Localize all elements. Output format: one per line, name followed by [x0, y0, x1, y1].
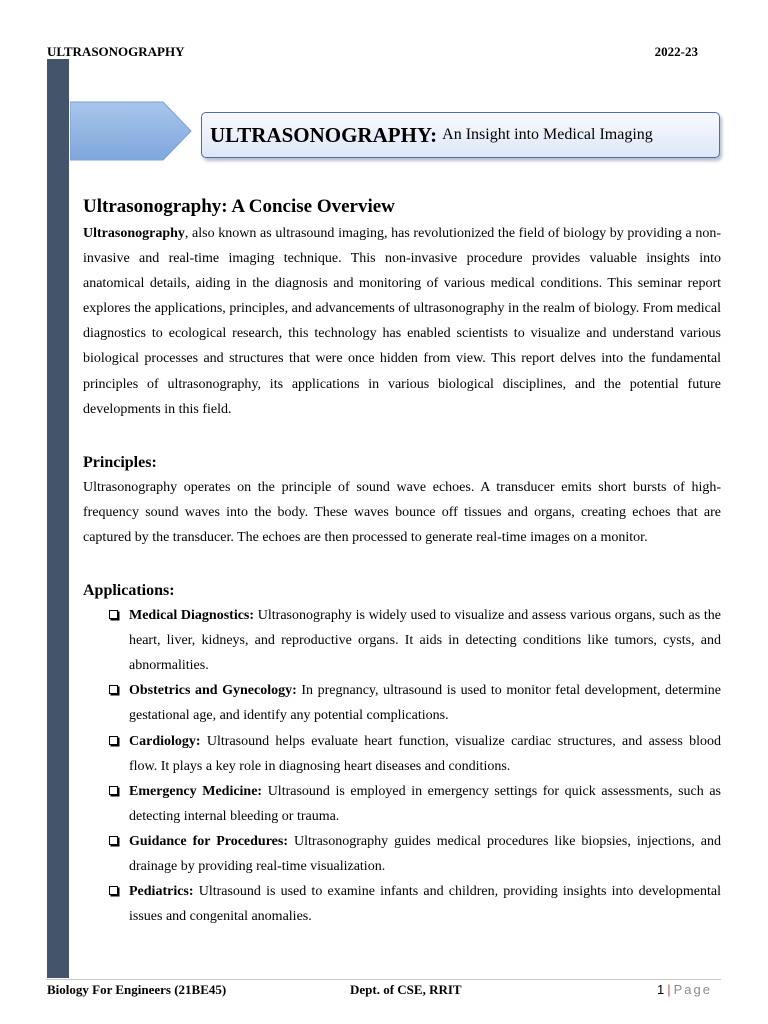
- footer-divider: [47, 979, 721, 980]
- footer-course: Biology For Engineers (21BE45): [47, 982, 227, 997]
- list-item-term: Cardiology:: [129, 733, 201, 749]
- title-banner: [201, 112, 720, 158]
- title-subtitle: An Insight into Medical Imaging: [442, 126, 653, 143]
- page-separator: |: [667, 982, 671, 997]
- header-title: ULTRASONOGRAPHY: [47, 44, 185, 59]
- list-item: [83, 829, 721, 879]
- list-item-text: In pregnancy, ultrasound is used to monitor fetal development, determine gestational age, and identify any potential complications.: [129, 683, 722, 724]
- list-item: [83, 879, 721, 929]
- checkbox-bullet-icon: [109, 610, 118, 619]
- applications-heading: Applications:: [83, 582, 175, 600]
- checkbox-bullet-icon: [109, 836, 118, 845]
- list-item-text: Ultrasound is employed in emergency settings for quick assessments, such as detecting internal bleeding or trauma.: [129, 783, 722, 824]
- main-content: [83, 193, 721, 929]
- list-item: [83, 603, 721, 678]
- checkbox-bullet-icon: [109, 886, 118, 895]
- overview-lead-term: Ultrasonography: [83, 226, 185, 241]
- arrow-banner-icon: [70, 101, 192, 161]
- header-year: 2022-23: [654, 44, 698, 59]
- checkbox-bullet-icon: [109, 786, 118, 795]
- list-item: [83, 678, 721, 728]
- list-item-text: Ultrasonography is widely used to visualize and assess various organs, such as the heart, liver, kidneys, and reproductive organs. It aids in detecting conditions like tumors, cysts, and abnormalities.: [129, 608, 721, 674]
- page-word: Page: [673, 982, 712, 997]
- footer-page-number: [657, 982, 712, 997]
- list-item-text: Ultrasound helps evaluate heart function, visualize cardiac structures, and assess blood flow. It plays a key role in diagnosing heart diseases and conditions.: [129, 733, 722, 774]
- checkbox-bullet-icon: [109, 736, 118, 745]
- list-item-term: Obstetrics and Gynecology:: [129, 683, 297, 699]
- principles-heading: Principles:: [83, 453, 157, 471]
- overview-paragraph: [83, 221, 721, 422]
- list-item-text: Ultrasound is used to examine infants and children, providing insights into developmental issues and congenital anomalies.: [129, 884, 721, 925]
- applications-list: [83, 603, 721, 929]
- principles-paragraph: Ultrasonography operates on the principle of sound wave echoes. A transducer emits short bursts of high-frequency sound waves into the body. These waves bounce off tissues and organs, creating echoes that are captured by the transducer. The echoes are then processed to generate real-time images on a monitor.: [83, 479, 721, 545]
- checkbox-bullet-icon: [109, 685, 118, 694]
- footer-department: Dept. of CSE, RRIT: [350, 982, 462, 997]
- list-item-term: Pediatrics:: [129, 884, 194, 900]
- overview-heading: Ultrasonography: A Concise Overview: [83, 196, 395, 217]
- list-item-term: Medical Diagnostics:: [129, 608, 255, 624]
- list-item-term: Guidance for Procedures:: [129, 833, 289, 849]
- list-item-term: Emergency Medicine:: [129, 783, 263, 799]
- title-main: ULTRASONOGRAPHY:: [210, 122, 438, 147]
- left-accent-bar: [47, 59, 69, 978]
- page-number: 1: [657, 982, 665, 997]
- list-item-text: Ultrasonography guides medical procedures like biopsies, injections, and drainage by providing real-time visualization.: [129, 833, 721, 874]
- list-item: [83, 779, 721, 829]
- list-item: [83, 729, 721, 779]
- overview-text: , also known as ultrasound imaging, has revolutionized the field of biology by providing a non-invasive and real-time imaging technique. This non-invasive procedure provides valuable insights into anatomical details, aiding in the diagnosis and monitoring of various medical conditions. This seminar report explores the applications, principles, and advancements of ultrasonography in the realm of biology. From medical diagnostics to ecological research, this technology has enabled scientists to visualize and understand various biological processes and structures that were once hidden from view. This report delves into the fundamental principles of ultrasonography, its applications in various biological disciplines, and the potential future developments in this field.: [83, 226, 721, 417]
